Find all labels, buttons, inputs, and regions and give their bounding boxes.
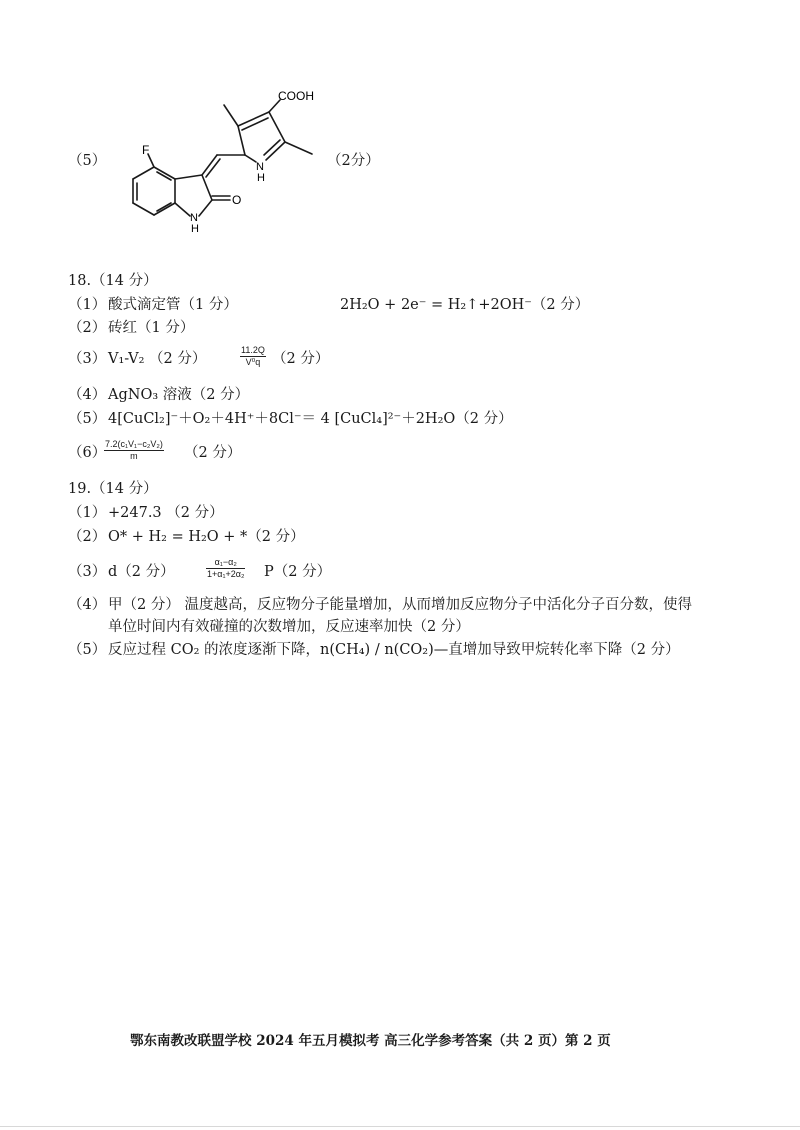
q19-5-label: （5） (68, 642, 107, 658)
q19-2-label: （2） (68, 529, 107, 545)
q19-1-answer: +247.3 （2 分） (108, 505, 224, 521)
q18-6-score: （2 分） (184, 445, 242, 461)
carbonyl-oxygen-label: O (232, 193, 242, 207)
q19-1-label: （1） (68, 505, 107, 521)
q19-3-fraction (206, 557, 245, 580)
q18-4-answer: AgNO₃ 溶液（2 分） (108, 387, 250, 403)
q18-3-fraction (240, 345, 266, 368)
q18-3-fraction-denominator: V⁰q (245, 357, 261, 367)
q18-3-score: （2 分） (272, 351, 330, 367)
page-bottom-edge (0, 1126, 800, 1127)
q19-2-answer: O* + H₂ = H₂O + *（2 分） (108, 529, 305, 545)
q19-3-label: （3） (68, 564, 107, 580)
q18-6-fraction-numerator: 7.2(c₁V₁−c₂V₂) (105, 439, 163, 449)
indole-n-label: N (190, 212, 198, 224)
q18-2-answer: 砖红（1 分） (108, 320, 195, 336)
q18-header: 18.（14 分） (68, 273, 158, 289)
molecule-structure (120, 80, 320, 240)
q19-4-answer-line1: 甲（2 分） 温度越高，反应物分子能量增加，从而增加反应物分子中活化分子百分数，使得 (108, 597, 692, 613)
q19-4-label: （4） (68, 597, 107, 613)
q19-4-answer-line2: 单位时间内有效碰撞的次数增加，反应速率加快（2 分） (108, 619, 470, 635)
q18-4-label: （4） (68, 387, 107, 403)
q18-6-fraction-denominator: m (130, 451, 138, 461)
q17-5-label: （5） (68, 153, 107, 169)
pyrrole-n-label: N (256, 161, 264, 173)
q19-5-answer: 反应过程 CO₂ 的浓度逐渐下降，n(CH₄) / n(CO₂)—直增加导致甲烷转化率下降（2 分） (108, 642, 680, 658)
q18-1-electrode-equation: 2H₂O + 2e⁻ = H₂↑+2OH⁻（2 分） (340, 297, 590, 313)
q19-3-answer: d（2 分） (108, 564, 175, 580)
q18-5-equation: 4[CuCl₂]⁻＋O₂＋4H⁺＋8Cl⁻＝ 4 [CuCl₄]²⁻＋2H₂O（2 分） (108, 411, 513, 427)
q18-3-fraction-numerator: 11.2Q (241, 345, 265, 355)
q18-3-answer: V₁-V₂ （2 分） (108, 351, 207, 367)
indole-h-label: H (191, 223, 199, 235)
fluorine-label: F (142, 143, 150, 157)
q18-3-label: （3） (68, 351, 107, 367)
cooh-label: COOH (278, 89, 314, 103)
q17-5-score: （2分） (327, 153, 380, 169)
pyrrole-h-label: H (257, 172, 265, 184)
q19-header: 19.（14 分） (68, 481, 158, 497)
q18-1-label: （1） (68, 297, 107, 313)
q19-3-fraction-numerator: α₁−α₂ (206, 557, 245, 569)
q18-5-label: （5） (68, 411, 107, 427)
q19-3-pressure-score: P（2 分） (264, 564, 332, 580)
q19-3-fraction-denominator: 1+α₁+2α₂ (207, 569, 245, 579)
q18-1-answer: 酸式滴定管（1 分） (108, 297, 238, 313)
q18-6-label: （6） (68, 445, 107, 461)
q18-2-label: （2） (68, 320, 107, 336)
q18-6-fraction (104, 439, 164, 462)
page-footer: 鄂东南教改联盟学校 2024 年五月模拟考 高三化学参考答案（共 2 页）第 2 页 (130, 1033, 611, 1049)
